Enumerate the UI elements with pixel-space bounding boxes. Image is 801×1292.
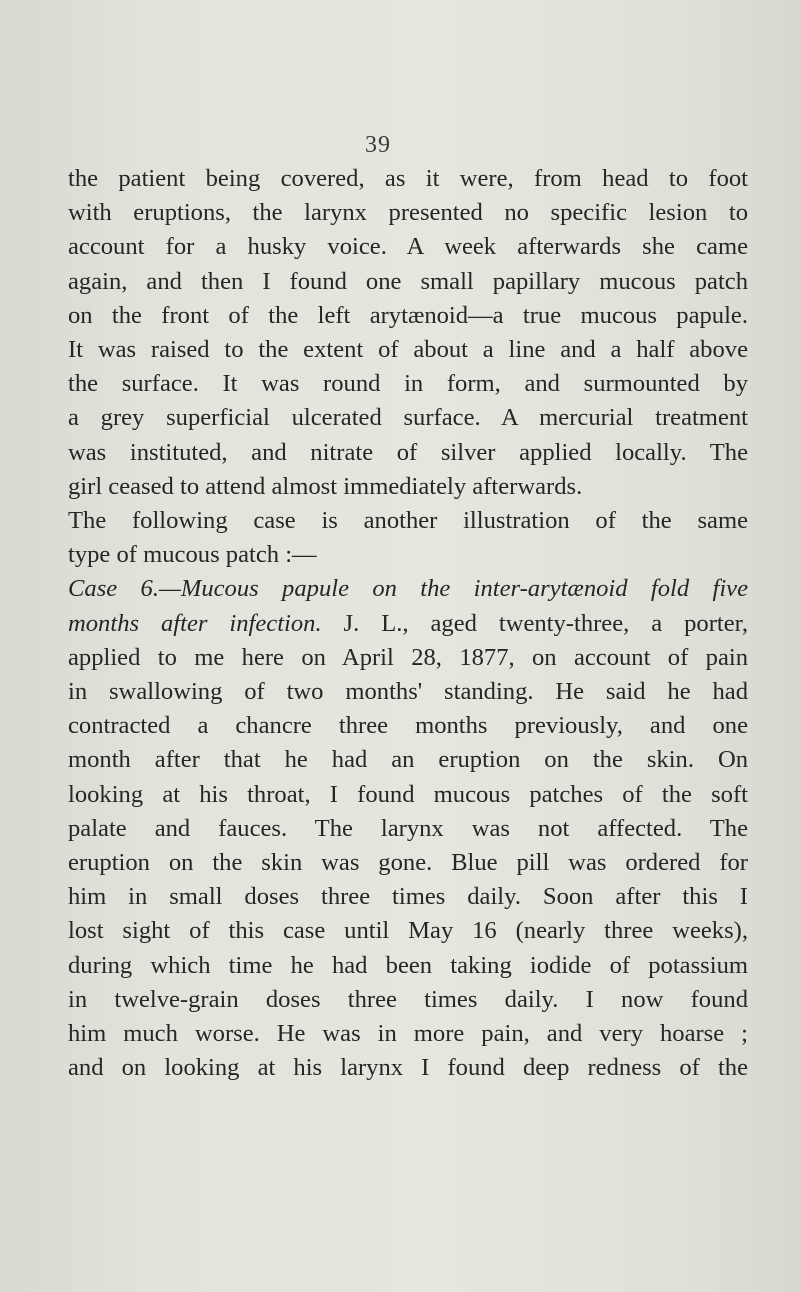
text-line: during which time he had been taking iodide of potassium: [68, 951, 748, 979]
text-line: It was raised to the extent of about a line and a half above: [68, 336, 748, 364]
text-line: in swallowing of two months' standing. He said he had: [68, 678, 748, 706]
text-line: with eruptions, the larynx presented no specific lesion to: [68, 199, 748, 227]
case-intro-text: J. L., aged twenty-three, a porter,: [321, 609, 748, 637]
body-text: [68, 162, 748, 1085]
text-line: on the front of the left arytænoid—a true mucous papule.: [68, 301, 748, 329]
case-heading-line: [68, 572, 748, 606]
page-number: 39: [365, 132, 391, 158]
text-line: the patient being covered, as it were, from head to foot: [68, 165, 748, 192]
text-line: type of mucous patch :—: [68, 541, 317, 569]
text-line: month after that he had an eruption on the skin. On: [68, 746, 748, 774]
text-line: The following case is another illustration of the same: [68, 507, 748, 535]
text-line: eruption on the skin was gone. Blue pill was ordered for: [68, 849, 748, 877]
text-line: looking at his throat, I found mucous patches of the soft: [68, 780, 748, 808]
text-line: palate and fauces. The larynx was not affected. The: [68, 814, 748, 842]
case-title-part1: —Mucous papule on the inter-arytænoid fold five: [158, 575, 748, 603]
text-line: and on looking at his larynx I found deep redness of the: [68, 1054, 748, 1082]
text-line: in twelve-grain doses three times daily. I now found: [68, 985, 748, 1013]
text-line: contracted a chancre three months previously, and one: [68, 712, 748, 740]
text-line: again, and then I found one small papillary mucous patch: [68, 267, 748, 295]
text-line: a grey superficial ulcerated surface. A mercurial treatment: [68, 404, 748, 432]
text-line: the surface. It was round in form, and surmounted by: [68, 370, 748, 398]
text-line: him in small doses three times daily. Soon after this I: [68, 883, 748, 911]
case-title-part2: months after infection.: [68, 609, 322, 637]
text-line: him much worse. He was in more pain, and very hoarse ;: [68, 1020, 748, 1048]
case-heading-line-2: [68, 607, 748, 641]
text-line: applied to me here on April 28, 1877, on account of pain: [68, 643, 748, 671]
text-line: lost sight of this case until May 16 (nearly three weeks),: [68, 917, 748, 945]
case-label: Case 6.: [68, 575, 159, 603]
text-line: girl ceased to attend almost immediately afterwards.: [68, 472, 583, 500]
text-line: account for a husky voice. A week afterwards she came: [68, 233, 748, 261]
text-line: was instituted, and nitrate of silver applied locally. The: [68, 438, 748, 466]
